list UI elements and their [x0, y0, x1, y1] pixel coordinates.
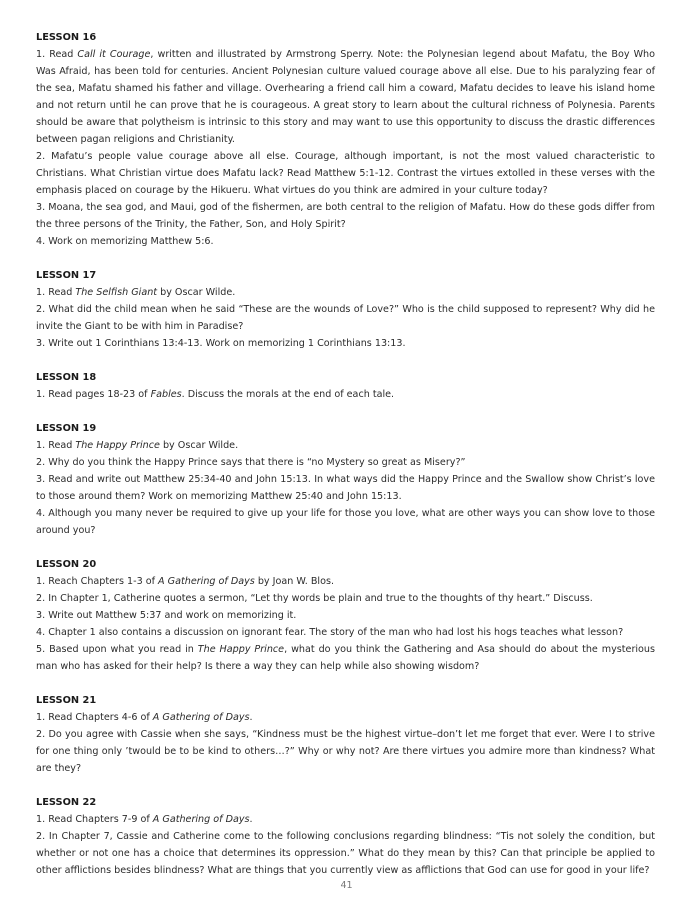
lesson-section: [36, 556, 655, 675]
text-run: 2. Mafatu’s people value courage above all else. Courage, although important, is not the most valued characteristic to Christians. What Christian virtue does Mafatu lack? Read Matthew 5:1-12. Contrast the virtues extolled in these verses with the emphasis placed on courage by the Hikueru. What virtues do you think are admired in your culture today?: [36, 151, 655, 196]
lesson-title: LESSON 20: [36, 559, 97, 570]
lesson-item: [36, 471, 655, 505]
book-title: The Selfish Giant: [75, 287, 158, 298]
lesson-item: [36, 624, 655, 641]
book-title: Fables: [150, 389, 182, 400]
lesson-item: [36, 199, 655, 233]
book-title: Call it Courage: [77, 49, 151, 60]
book-title: A Gathering of Days: [152, 712, 250, 723]
lesson-title: LESSON 19: [36, 423, 97, 434]
lesson-title: LESSON 16: [36, 32, 97, 43]
text-run: by Oscar Wilde.: [159, 440, 239, 451]
lesson-item: [36, 284, 655, 301]
text-run: 3. Write out Matthew 5:37 and work on memorizing it.: [36, 610, 297, 621]
text-run: 4. Chapter 1 also contains a discussion on ignorant fear. The story of the man who had lost his hogs teaches what lesson?: [36, 627, 624, 638]
text-run: 5. Based upon what you read in: [36, 644, 198, 655]
text-run: .: [249, 712, 253, 723]
lesson-item: [36, 301, 655, 335]
lesson-section: [36, 420, 655, 539]
lesson-item: [36, 811, 655, 828]
text-run: by Joan W. Blos.: [254, 576, 335, 587]
lesson-item: [36, 828, 655, 879]
text-run: 3. Moana, the sea god, and Maui, god of the fishermen, are both central to the religion of Mafatu. How do these gods differ from the three persons of the Trinity, the Father, Son, and Holy Spirit?: [36, 202, 655, 230]
lesson-section: [36, 369, 655, 403]
lesson-section: [36, 794, 655, 879]
text-run: by Oscar Wilde.: [157, 287, 236, 298]
lesson-title: LESSON 22: [36, 797, 97, 808]
text-run: , written and illustrated by Armstrong Sperry. Note: the Polynesian legend about Mafatu, the Boy Who Was Afraid, has been told for centuries. Ancient Polynesian culture valued courage above all else. Due to his paralyzing fear of the sea, Mafatu shamed his father and village. Overhearing a friend call him a coward, Mafatu decides to leave his island home and not return until he can prove that he is courageous. A great story to learn about the cultural richness of Polynesia. Parents should be aware that polytheism is intrinsic to this story and may want to use this opportunity to discuss the drastic differences between pagan religions and Christianity.: [36, 49, 656, 145]
book-title: The Happy Prince: [75, 440, 160, 451]
text-run: 1. Read Chapters 4-6 of: [36, 712, 153, 723]
lesson-item: [36, 335, 655, 352]
text-run: 1. Read pages 18-23 of: [36, 389, 151, 400]
lesson-item: [36, 641, 655, 675]
lesson-item: [36, 46, 655, 148]
lesson-item: [36, 148, 655, 199]
text-run: 2. In Chapter 1, Catherine quotes a sermon, “Let thy words be plain and true to the thoughts of thy heart.” Discuss.: [36, 593, 593, 604]
text-run: 4. Work on memorizing Matthew 5:6.: [36, 236, 214, 247]
text-run: 1. Read Chapters 7-9 of: [36, 814, 153, 825]
book-title: A Gathering of Days: [152, 814, 250, 825]
lesson-section: [36, 29, 655, 250]
text-run: 2. Do you agree with Cassie when she says, “Kindness must be the highest virtue–don’t let me forget that ever. Were I to strive for one thing only ’twould be to be kind to others…?” Why or why not? Are there virtues you admire more than kindness? What are they?: [36, 729, 655, 774]
text-run: , what do you think the Gathering and Asa should do about the mysterious man who has asked for their help? Is there a way they can help while also showing wisdom?: [36, 644, 655, 672]
lesson-item: [36, 437, 655, 454]
lesson-section: [36, 692, 655, 777]
text-run: 3. Write out 1 Corinthians 13:4-13. Work on memorizing 1 Corinthians 13:13.: [36, 338, 406, 349]
text-run: 2. What did the child mean when he said “These are the wounds of Love?” Who is the child supposed to represent? Why did he invite the Giant to be with him in Paradise?: [36, 304, 655, 332]
lesson-item: [36, 454, 655, 471]
page-number: 41: [340, 880, 353, 891]
text-run: 2. In Chapter 7, Cassie and Catherine come to the following conclusions regarding blindness: “Tis not solely the condition, but whether or not one has a choice that determines its oppression.” What do they mean by this? Can that principle be applied to other afflictions besides blindness? What are things that you currently view as afflictions that God can use for good in your life?: [36, 831, 655, 876]
text-run: 1. Read: [36, 440, 76, 451]
text-run: 1. Reach Chapters 1-3 of: [36, 576, 159, 587]
lesson-item: [36, 233, 655, 250]
lesson-item: [36, 607, 655, 624]
lesson-section: [36, 267, 655, 352]
book-title: The Happy Prince: [197, 644, 285, 655]
text-run: . Discuss the morals at the end of each tale.: [181, 389, 395, 400]
text-run: .: [249, 814, 253, 825]
lesson-item: [36, 573, 655, 590]
text-run: 1. Read: [36, 287, 76, 298]
lesson-item: [36, 726, 655, 777]
text-run: 3. Read and write out Matthew 25:34-40 and John 15:13. In what ways did the Happy Prince and the Swallow show Christ’s love to those around them? Work on memorizing Matthew 25:40 and John 15:13.: [36, 474, 655, 502]
document-page: [36, 29, 655, 896]
text-run: 2. Why do you think the Happy Prince says that there is “no Mystery so great as Misery?”: [36, 457, 466, 468]
lesson-title: LESSON 18: [36, 372, 97, 383]
text-run: 1. Read: [36, 49, 78, 60]
lesson-item: [36, 386, 655, 403]
lesson-title: LESSON 17: [36, 270, 97, 281]
lesson-item: [36, 505, 655, 539]
book-title: A Gathering of Days: [158, 576, 255, 587]
lesson-item: [36, 709, 655, 726]
lesson-title: LESSON 21: [36, 695, 97, 706]
text-run: 4. Although you many never be required to give up your life for those you love, what are other ways you can show love to those around you?: [36, 508, 655, 536]
lesson-item: [36, 590, 655, 607]
